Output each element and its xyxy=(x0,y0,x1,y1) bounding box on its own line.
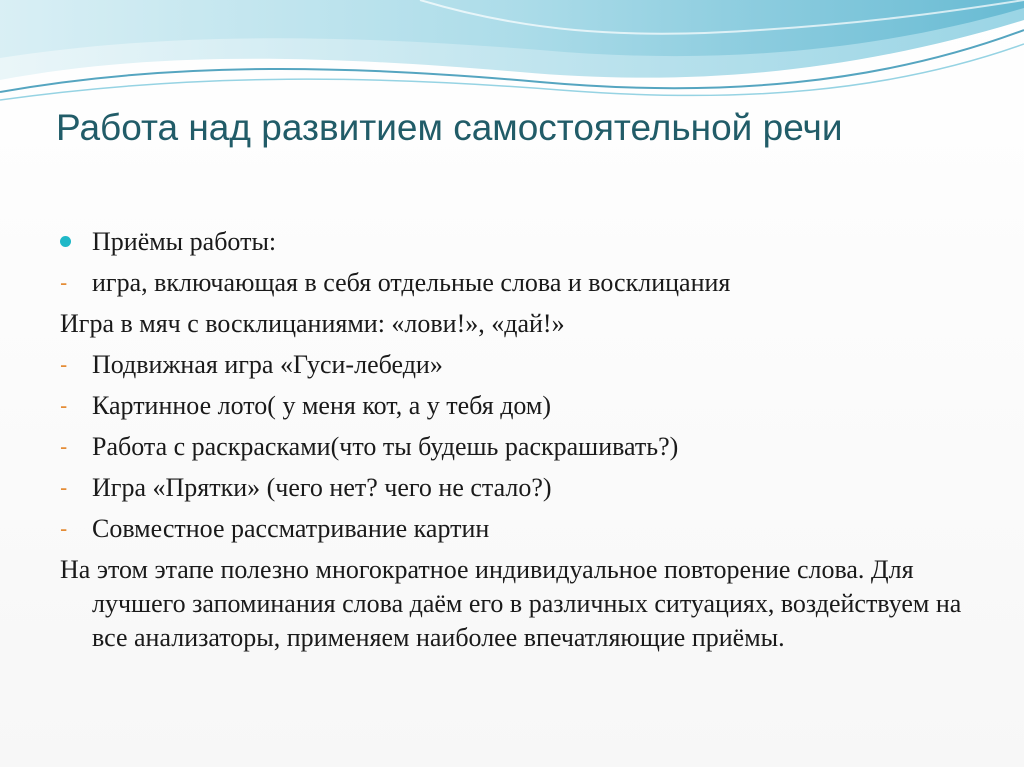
list-item-dash xyxy=(60,508,980,549)
list-item-plain xyxy=(60,303,980,344)
list-item-text: Игра в мяч с восклицаниями: «лови!», «дай!» xyxy=(60,309,565,338)
list-item-text: Приёмы работы: xyxy=(92,227,277,256)
list-item-text: Подвижная игра «Гуси-лебеди» xyxy=(92,350,443,379)
slide-title: Работа над развитием самостоятельной речи xyxy=(56,107,843,148)
bullet-dot-icon xyxy=(60,236,71,247)
wave-decoration xyxy=(0,0,1024,110)
list-item-text: Совместное рассматривание картин xyxy=(92,514,490,543)
list-item-text: Работа с раскрасками(что ты будешь раскрашивать?) xyxy=(92,432,679,461)
slide-body xyxy=(60,221,980,655)
dash-marker: - xyxy=(60,475,68,500)
dash-marker: - xyxy=(60,434,68,459)
list-item-dash xyxy=(60,467,980,508)
dash-marker: - xyxy=(60,270,68,295)
list-item-dash xyxy=(60,385,980,426)
dash-marker: - xyxy=(60,352,68,377)
list-item-bullet xyxy=(60,221,980,262)
dash-marker: - xyxy=(60,516,68,541)
list-item-dash xyxy=(60,426,980,467)
list-item-text: игра, включающая в себя отдельные слова и восклицания xyxy=(92,268,731,297)
dash-marker: - xyxy=(60,393,68,418)
list-item-dash xyxy=(60,262,980,303)
list-item-dash xyxy=(60,344,980,385)
list-item-paragraph: На этом этапе полезно многократное индивидуальное повторение слова. Для лучшего запоминания слова даём его в различных ситуациях, воздействуем на все анализаторы, применяем наиболее впечатляющие приёмы. xyxy=(60,555,962,652)
list-item-text: Картинное лото( у меня кот, а у тебя дом) xyxy=(92,391,552,420)
list-item-text: Игра «Прятки» (чего нет? чего не стало?) xyxy=(92,473,552,502)
